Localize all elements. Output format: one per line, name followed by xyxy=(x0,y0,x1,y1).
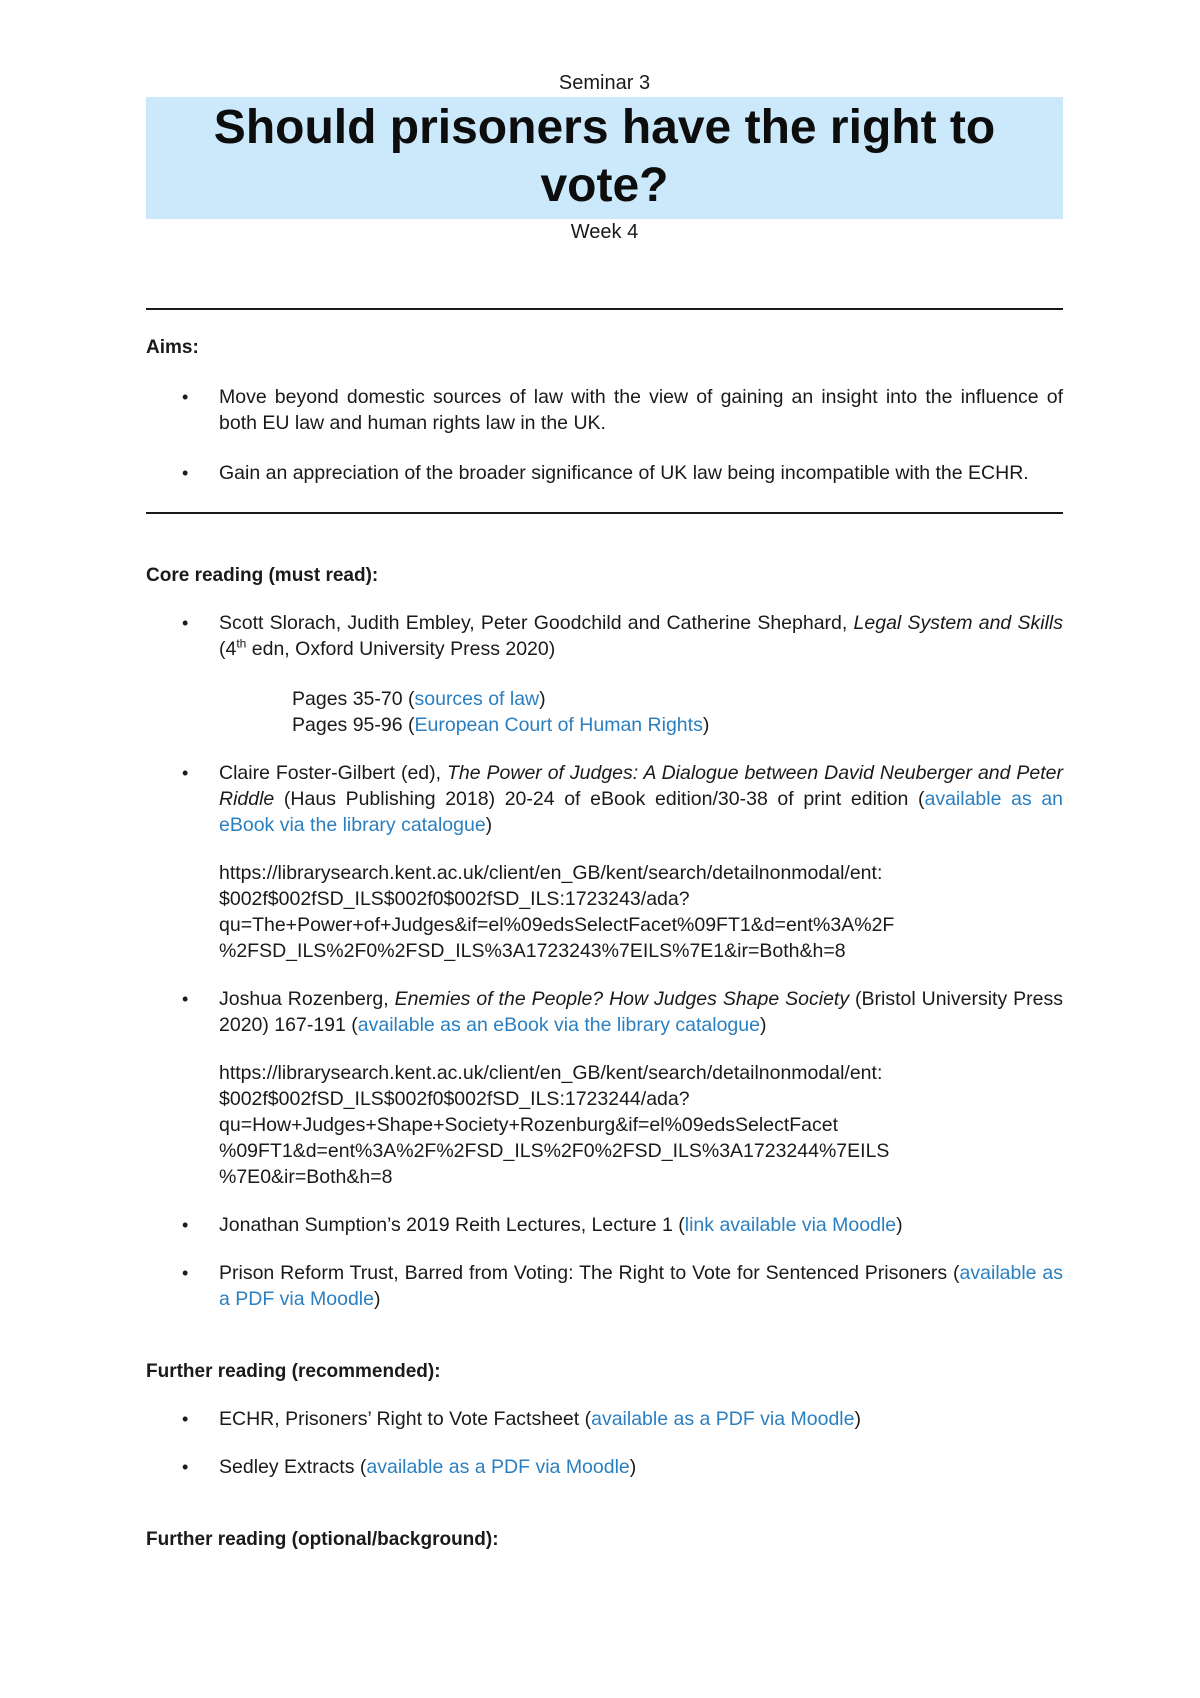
aims-heading: Aims: xyxy=(146,337,199,358)
sources-of-law-link[interactable]: sources of law xyxy=(414,688,540,710)
core-reading-item: • Prison Reform Trust, Barred from Voting: The Right to Vote for Sentenced Prisoners (available as a PDF via Moodle) xyxy=(182,1262,1063,1310)
ebook-catalogue-link[interactable]: available as an eBook via the library catalogue xyxy=(219,788,1064,836)
seminar-label: Seminar 3 xyxy=(558,72,651,94)
bullet-icon: • xyxy=(182,613,189,633)
aims-item-text: Gain an appreciation of the broader significance of UK law being incompatible with the ECHR. xyxy=(219,462,1029,484)
divider-top xyxy=(146,308,1063,310)
bullet-icon: • xyxy=(182,463,189,483)
core-reading-item: • Joshua Rozenberg, Enemies of the People? How Judges Shape Society (Bristol University Press 2020) 167-191 (available as an eBook via the library catalogue) https://librarysearch.kent.ac.uk/client/en_GB/kent/search/detailnonmodal/ent: $002f$002fSD_ILS$002f0$002fSD_ILS:1723244/ada? qu=How+Judges+Shape+Society+Rozenburg&if=el%09edsSelectFacet %09FT1&d=ent%3A%2F%2FSD_ILS%2F0%2FSD_ILS%3A1723244%7EILS %7E0&ir=Both&h=8 xyxy=(182,988,1063,1188)
aims-item xyxy=(146,384,1063,436)
title-line-2: vote? xyxy=(540,159,669,212)
core-reading-item: • Claire Foster-Gilbert (ed), The Power of Judges: A Dialogue between David Neuberger and Peter Riddle (Haus Publishing 2018) 20-24 of eBook edition/30-38 of print edition (available as an eBook via the library catalogue) https://librarysearch.kent.ac.uk/client/en_GB/kent/search/detailnonmodal/ent: $002f$002fSD_ILS$002f0$002fSD_ILS:1723243/ada? qu=The+Power+of+Judges&if=el%09edsSelectFacet%09FT1&d=ent%3A%2F %2FSD_ILS%2F0%2FSD_ILS%3A1723243%7EILS%7E1&ir=Both&h=8 xyxy=(182,762,1064,962)
citation-title: The Power of Judges: A Dialogue between David Neuberger and Peter Riddle xyxy=(219,762,1063,810)
core-reading-item: • Scott Slorach, Judith Embley, Peter Goodchild and Catherine Shephard, Legal System and Skills (4th edn, Oxford University Press 2020) Pages 35-70 (sources of law) Pages 95-96 (European Court of Human Rights) xyxy=(182,612,1063,736)
ebook-catalogue-link[interactable]: available as an eBook via the library catalogue xyxy=(357,1014,760,1036)
moodle-pdf-link[interactable]: available as a PDF via Moodle xyxy=(219,1262,1063,1310)
core-reading-list xyxy=(146,610,1063,1312)
echr-court-link[interactable]: European Court of Human Rights xyxy=(414,714,703,736)
moodle-pdf-link[interactable]: available as a PDF via Moodle xyxy=(591,1408,855,1430)
citation-authors: Claire Foster-Gilbert (ed), xyxy=(219,762,447,784)
citation-title: Legal System and Skills xyxy=(853,612,1063,634)
bullet-icon: • xyxy=(182,1263,189,1283)
further-reading-item: • ECHR, Prisoners’ Right to Vote Factsheet (available as a PDF via Moodle) xyxy=(182,1408,861,1430)
further-reading-item: • Sedley Extracts (available as a PDF via Moodle) xyxy=(182,1456,637,1478)
week-label: Week 4 xyxy=(570,221,639,243)
core-reading-item: • Jonathan Sumption’s 2019 Reith Lectures, Lecture 1 (link available via Moodle) xyxy=(182,1214,903,1236)
bullet-icon: • xyxy=(182,387,189,407)
catalogue-url: https://librarysearch.kent.ac.uk/client/en_GB/kent/search/detailnonmodal/ent: $002f$002fSD_ILS$002f0$002fSD_ILS:1723243/ada? qu=The+Power+of+Judges&if=el%09edsSelectFacet%09FT1&d=ent%3A%2F %2FSD_ILS%2F0%2FSD_ILS%3A1723243%7EILS%7E1&ir=Both&h=8 xyxy=(219,862,895,962)
bullet-icon: • xyxy=(182,989,189,1009)
further-reading-recommended-list xyxy=(146,1406,1063,1480)
page-ref-2: Pages 95-96 (European Court of Human Rights) xyxy=(292,714,710,736)
catalogue-url: https://librarysearch.kent.ac.uk/client/en_GB/kent/search/detailnonmodal/ent: $002f$002fSD_ILS$002f0$002fSD_ILS:1723244/ada? qu=How+Judges+Shape+Society+Rozenburg&if=el%09edsSelectFacet %09FT1&d=ent%3A%2F%2FSD_ILS%2F0%2FSD_ILS%3A1723244%7EILS %7E0&ir=Both&h=8 xyxy=(219,1062,890,1188)
citation-title: Enemies of the People? How Judges Shape Society xyxy=(394,988,850,1010)
citation-authors: Scott Slorach, Judith Embley, Peter Goodchild and Catherine Shephard, xyxy=(219,612,854,634)
bullet-icon: • xyxy=(182,1215,189,1235)
page-title xyxy=(146,97,1063,219)
aims-list xyxy=(146,384,1063,486)
document-page xyxy=(146,0,1063,1552)
citation-authors: Joshua Rozenberg, xyxy=(219,988,395,1010)
further-reading-optional-heading: Further reading (optional/background): xyxy=(146,1529,499,1550)
aims-item-text: Move beyond domestic sources of law with the view of gaining an insight into the influence of both EU law and human rights law in the UK. xyxy=(219,386,1063,434)
divider-bottom xyxy=(146,512,1063,514)
page-ref-1: Pages 35-70 (sources of law) xyxy=(292,688,546,710)
core-reading-heading: Core reading (must read): xyxy=(146,565,379,586)
aims-item xyxy=(146,460,1063,486)
bullet-icon: • xyxy=(182,763,189,783)
moodle-link[interactable]: link available via Moodle xyxy=(684,1214,897,1236)
moodle-pdf-link[interactable]: available as a PDF via Moodle xyxy=(366,1456,630,1478)
bullet-icon: • xyxy=(182,1409,189,1429)
title-line-1: Should prisoners have the right to xyxy=(213,101,996,154)
bullet-icon: • xyxy=(182,1457,189,1477)
further-reading-recommended-heading: Further reading (recommended): xyxy=(146,1361,441,1382)
